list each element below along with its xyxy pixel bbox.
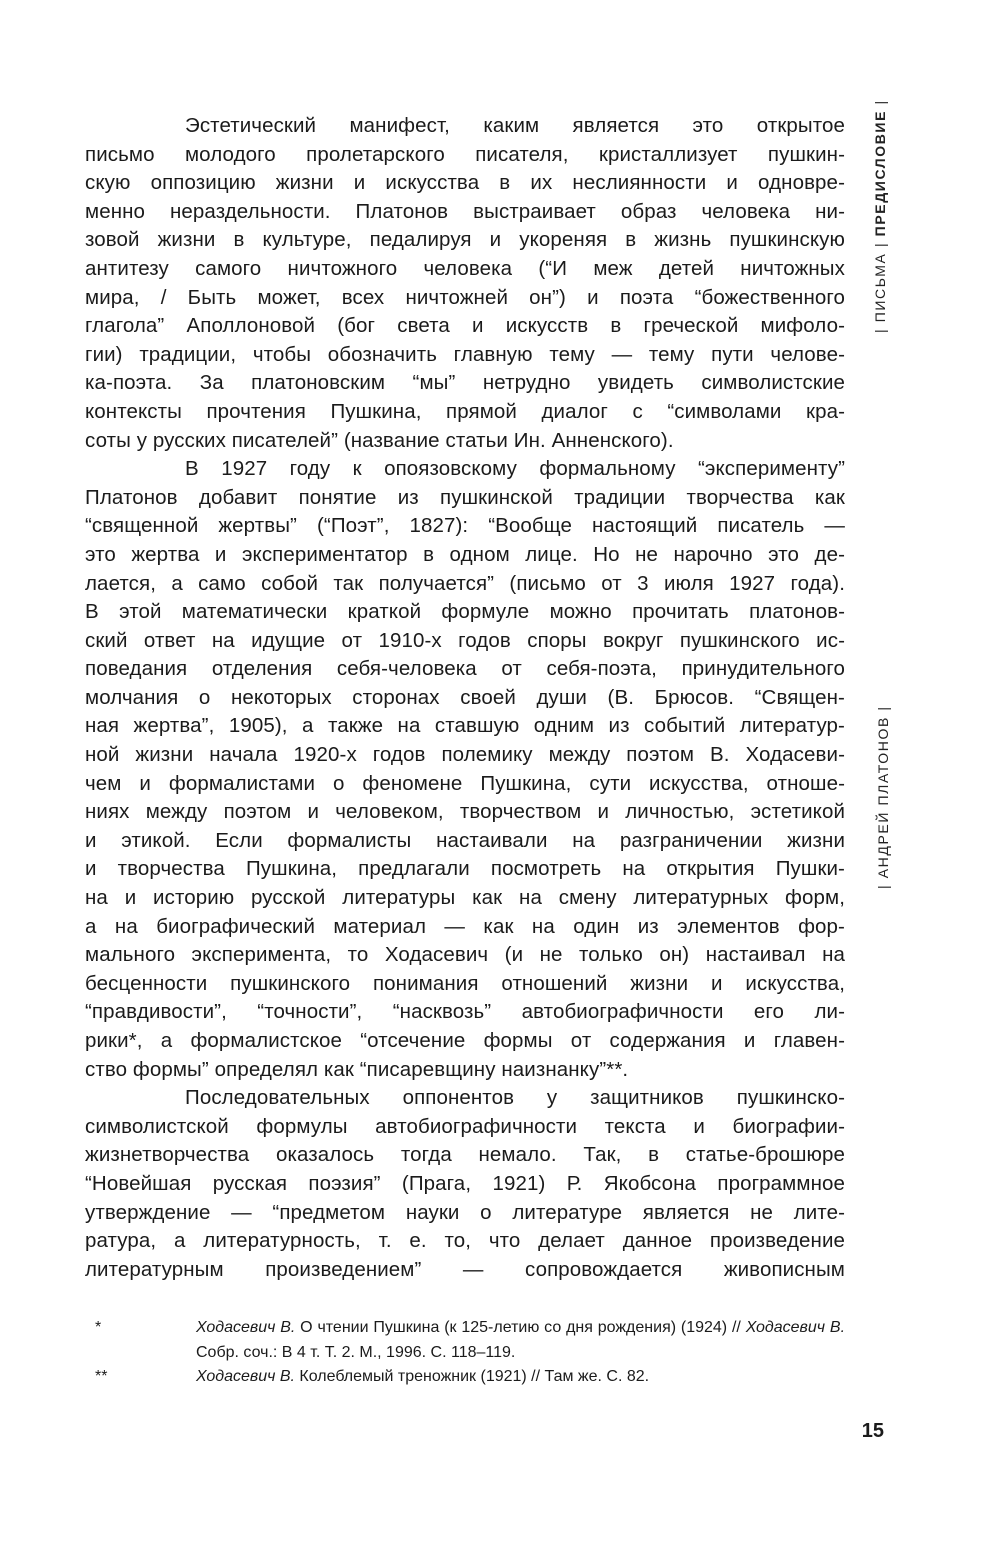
text-line: молчания о некоторых сторонах своей души (В. Брюсов. “Священ- <box>85 685 845 709</box>
footnote-row <box>85 1365 845 1390</box>
text-line: глагола” Аполлоновой (бог света и искусств в греческой мифоло- <box>85 314 845 338</box>
text-line: В 1927 году к опоязовскому формальному “эксперименту” <box>185 457 845 481</box>
text-line: ниях между поэтом и человеком, творчеством и личностью, эстетикой <box>85 800 845 824</box>
page-number: 15 <box>861 1420 884 1442</box>
text-line: “правдивости”, “точности”, “насквозь” автобиографичности его ли- <box>85 1000 845 1024</box>
footnote-segment: Колеблемый треножник (1921) // Там же. С. 82. <box>294 1368 650 1385</box>
text-line: ка-поэта. За платоновским “мы” нетрудно увидеть символистские <box>85 371 845 395</box>
vertical-label-segment: ПРЕДИСЛОВИЕ <box>872 109 888 237</box>
footnote-segment: Собр. соч.: В 4 т. Т. 2. М., 1996. С. 118–119. <box>196 1343 516 1361</box>
text-line: ство формы” определял как “писаревщину наизнанку”**. <box>85 1057 629 1081</box>
text-line: на и историю русской литературы как на смену литературных форм, <box>85 886 845 910</box>
text-line: мира, / Быть может, всех ничтожней он”) и поэта “божественного <box>85 285 845 309</box>
vertical-label-segment: ПИСЬМА <box>872 252 888 323</box>
text-line: утверждение — “предметом науки о литературе является не лите- <box>85 1200 845 1224</box>
text-line: Последовательных оппонентов у защитников пушкинско- <box>185 1086 845 1110</box>
vertical-label-segment: АНДРЕЙ ПЛАТОНОВ <box>875 716 891 879</box>
footnote-row <box>85 1316 845 1365</box>
text-line: рики*, а формалистское “отсечение формы от содержания и главен- <box>85 1029 845 1052</box>
text-line: символистской формулы автобиографичности текста и биографии- <box>85 1114 845 1138</box>
text-line: менно нераздельности. Платонов выстраивает образ человека ни- <box>85 199 845 223</box>
text-line: зовой жизни в культуре, педалируя и укореняя в жизнь пушкинскую <box>85 228 845 252</box>
text-line: и творчества Пушкина, предлагали посмотреть на открытия Пушки- <box>85 857 845 881</box>
text-line: гии) традиции, чтобы обозначить главную тему — тему пути челове- <box>85 342 845 366</box>
footnote-segment: Ходасевич В. <box>196 1368 295 1385</box>
paragraph <box>85 1084 845 1284</box>
vertical-label-segment: | <box>875 878 891 889</box>
paragraph <box>85 112 845 455</box>
text-line: письмо молодого пролетарского писателя, кристаллизует пушкин- <box>85 142 845 166</box>
text-line: литературным произведением” — сопровождается живописным <box>85 1257 845 1281</box>
text-line: ратура, а литературность, т. е. то, что делает данное произведение <box>85 1229 845 1253</box>
text-line: соты у русских писателей” (название статьи Ин. Анненского). <box>85 428 674 452</box>
text-line: бесценности пушкинского понимания отношений жизни и искусства, <box>85 971 845 995</box>
text-line: ная жертва”, 1905), а также на ставшую одним из событий литератур- <box>85 714 845 738</box>
vertical-label-segment: | <box>872 322 888 333</box>
text-line: это жертва и экспериментатор в одном лице. Но не нарочно это де- <box>85 542 845 566</box>
text-line: антитезу самого ничтожного человека (“И меж детей ничтожных <box>85 256 845 280</box>
text-line: жизнетворчества оказалось тогда немало. Так, в статье-брошюре <box>85 1143 845 1167</box>
vertical-label-segment: | <box>872 236 888 253</box>
text-line: Платонов добавит понятие из пушкинской традиции творчества как <box>85 485 845 509</box>
text-line: Эстетический манифест, каким является это открытое <box>185 114 845 137</box>
footnote-segment: Ходасевич В. <box>745 1319 846 1336</box>
text-line: контексты прочтения Пушкина, прямой диалог с “символами кра- <box>85 399 845 423</box>
author-label-vertical <box>875 705 891 889</box>
paragraph <box>85 455 845 1084</box>
footnote-text <box>196 1365 845 1390</box>
text-line: “Новейшая русская поэзия” (Прага, 1921) Р. Якобсона программное <box>85 1171 845 1195</box>
vertical-label-segment: | <box>872 99 888 110</box>
text-line: мального эксперимента, то Ходасевич (и не только он) настаивал на <box>85 943 845 967</box>
footnote-segment: О чтении Пушкина (к 125-летию со дня рождения) (1924) // <box>295 1319 746 1336</box>
footnote-segment: Ходасевич В. <box>196 1319 296 1336</box>
text-line: ский ответ на идущие от 1910-х годов споры вокруг пушкинского ис- <box>85 628 845 652</box>
text-line: ной жизни начала 1920-х годов полемику между поэтом В. Ходасеви- <box>85 743 845 767</box>
text-line: поведания отделения себя-человека от себя-поэта, принудительного <box>85 657 845 681</box>
body-text <box>85 112 845 1284</box>
text-line: и этикой. Если формалисты настаивали на разграничении жизни <box>85 828 845 852</box>
text-line: лается, а само собой так получается” (письмо от 3 июля 1927 года). <box>85 571 845 595</box>
footnote-marker: ** <box>95 1368 108 1385</box>
vertical-label-segment: | <box>875 705 891 717</box>
text-line: чем и формалистами о феномене Пушкина, сути искусства, отноше- <box>85 771 845 795</box>
running-head-vertical <box>872 99 888 333</box>
footnotes <box>85 1316 845 1390</box>
text-line: скую оппозицию жизни и искусства в их неслиянности и одновре- <box>85 171 845 195</box>
footnote-marker: * <box>95 1319 102 1336</box>
text-line: “священной жертвы” (“Поэт”, 1827): “Вообще настоящий писатель — <box>85 514 845 538</box>
footnote-text <box>196 1316 845 1365</box>
text-line: а на биографический материал — как на один из элементов фор- <box>85 914 845 938</box>
text-line: В этой математически краткой формуле можно прочитать платонов- <box>85 600 845 624</box>
